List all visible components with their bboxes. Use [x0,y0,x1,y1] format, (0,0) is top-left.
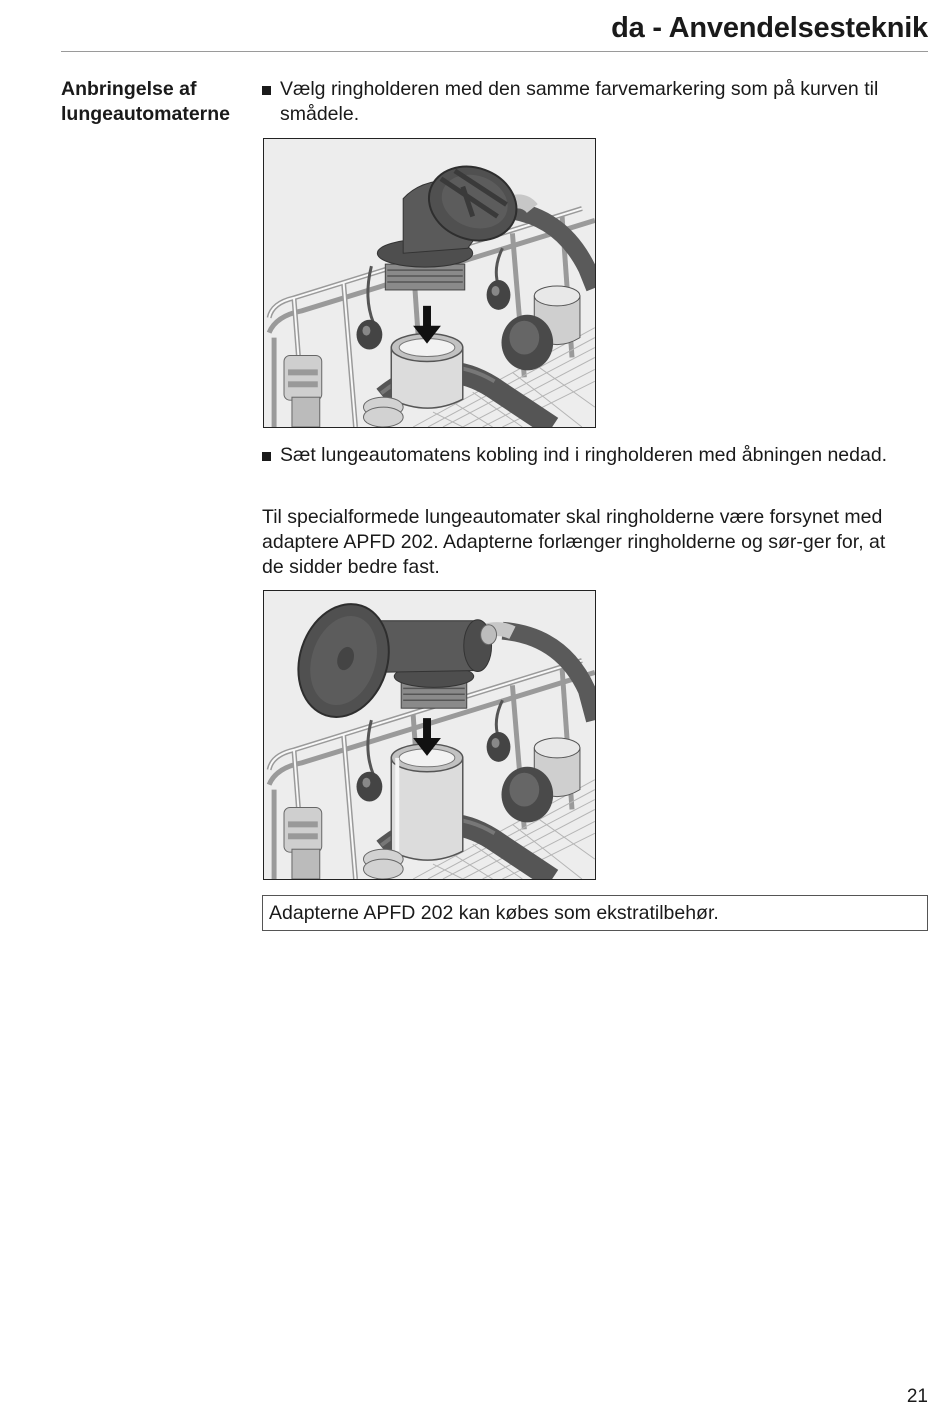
step-item [262,443,930,468]
page-header-title: da - Anvendelsesteknik [611,12,928,44]
illustration-ring-holder-insertion [263,138,596,428]
bullet-square-icon [262,86,271,95]
section-heading: Anbringelse af lungeautomaterne [61,78,231,125]
note-text: Adapterne APFD 202 kan købes som ekstratilbehør. [269,902,719,924]
step-item [262,77,930,127]
bullet-square-icon [262,452,271,461]
illustration-drawing [264,591,595,879]
note-box [262,895,928,931]
illustration-adapter-insertion [263,590,596,880]
step-text: Vælg ringholderen med den samme farvemarkering som på kurven til smådele. [280,78,879,125]
header-divider [61,51,928,52]
illustration-drawing [264,139,595,427]
body-paragraph: Til specialformede lungeautomater skal ringholderne være forsynet med adaptere APFD 202. Adapterne forlænger ringholderne og sør-ger for, at de sidder bedre fast. [262,506,886,578]
step-text: Sæt lungeautomatens kobling ind i ringholderen med åbningen nedad. [280,444,888,466]
page-number: 21 [906,1386,928,1407]
